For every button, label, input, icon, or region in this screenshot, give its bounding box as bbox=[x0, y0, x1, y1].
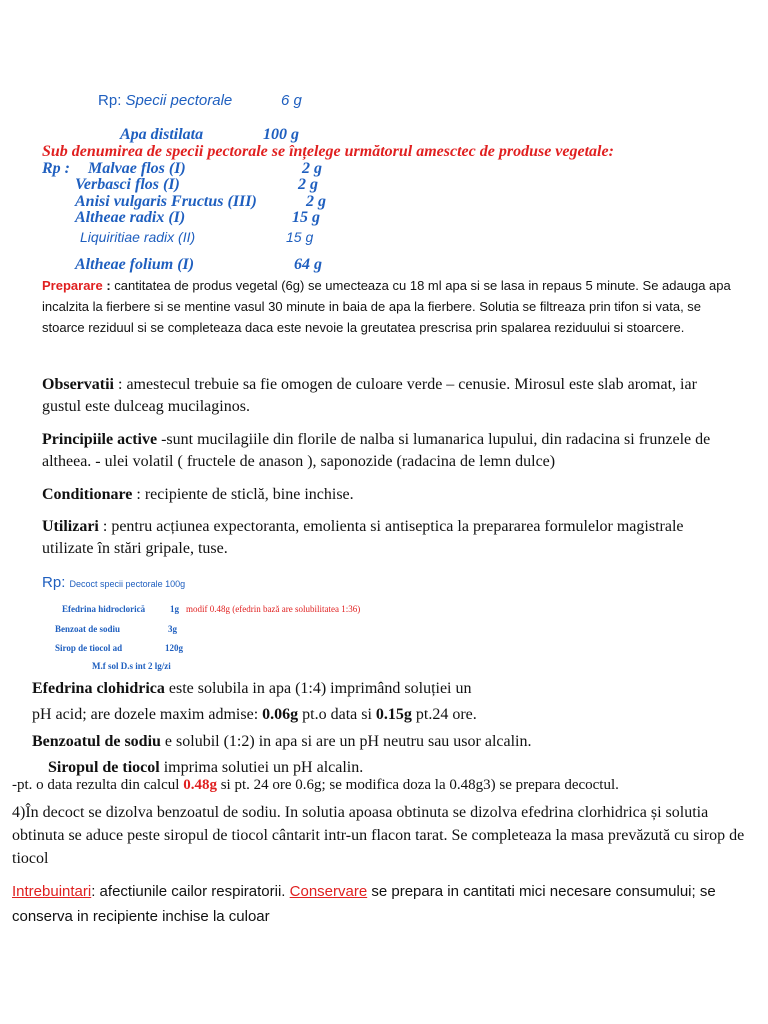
rp2-item-2-qty: 2 g bbox=[298, 176, 318, 193]
rp3-line-1-qty: 1g bbox=[170, 604, 179, 614]
sirop-text: imprima solutiei un pH alcalin. bbox=[159, 759, 364, 776]
note-pt-line bbox=[12, 777, 619, 794]
note-pt-a: -pt. o data rezulta din calcul bbox=[12, 777, 184, 793]
rp3-mf: M.f sol D.s int 2 lg/zi bbox=[92, 661, 171, 671]
rp3-line-2-qty: 3g bbox=[168, 624, 177, 634]
utilizari-label: Utilizari bbox=[42, 518, 99, 535]
rp3-colon: : bbox=[61, 574, 66, 591]
intrebuintari-label: Intrebuintari bbox=[12, 883, 92, 900]
rp3-line-1-note: modif 0.48g (efedrin bază are solubilitatea 1:36) bbox=[186, 604, 361, 614]
conservare-label: Conservare bbox=[289, 883, 368, 900]
rp3-label: Rp bbox=[42, 574, 62, 591]
preparare-sep: : bbox=[102, 278, 115, 293]
red-heading: Sub denumirea de specii pectorale se înțelege următorul amesctec de produse vegetale: bbox=[42, 143, 614, 160]
note-pt-b: si pt. 24 ore 0.6g; se modifica doza la 0.48g3) se prepara decoctul. bbox=[216, 777, 619, 793]
efedrina-text-2c: pt.24 ore. bbox=[411, 706, 477, 723]
principii-text: -sunt mucilagiile din florile de nalba si lumanarica lupului, din radacina si frunzele de altheea. - ulei volatil ( fructele de anason ), saponozide (radacina de lemn dulce) bbox=[42, 431, 711, 470]
rp1-species-qty: 6 g bbox=[281, 92, 302, 109]
conditionare-paragraph bbox=[42, 484, 732, 506]
utilizari-text: : pentru acțiunea expectoranta, emolienta si antiseptica la prepararea formulelor magistrale utilizate în stări gripale, tuse. bbox=[42, 518, 684, 557]
efedrina-text-1: este solubila in apa (1:4) imprimând soluției un bbox=[164, 680, 472, 697]
rp3-line bbox=[42, 574, 185, 591]
benzoat-line bbox=[32, 733, 532, 751]
rp2-item-5-qty: 15 g bbox=[286, 229, 314, 245]
rp1-water: Apa distilata bbox=[120, 126, 204, 143]
rp2-item-6-qty: 64 g bbox=[294, 256, 322, 273]
rp3-line-2: Benzoat de sodiu bbox=[55, 624, 121, 634]
preparare-label: Preparare bbox=[42, 278, 103, 293]
preparare-text: cantitatea de produs vegetal (6g) se umecteaza cu 18 ml apa si se lasa in repaus 5 minute. Se adauga apa incalzita la fierbere si se mentine vasul 30 minute in baia de apa la fierbere. Solutia se filtreaza prin tifon si vata, se stoarce reziduul si se completeaza daca este nevoie la greutatea prescrisa prin spalarea reziduului si stoarcere. bbox=[42, 278, 731, 335]
rp2-item-3: Anisi vulgaris Fructus (III) bbox=[75, 193, 257, 210]
efedrina-label: Efedrina clohidrica bbox=[32, 680, 165, 697]
conditionare-label: Conditionare bbox=[42, 486, 133, 503]
rp2-item-6: Altheae folium (I) bbox=[75, 256, 195, 273]
rp3-title: Decoct specii pectorale 100g bbox=[69, 579, 186, 589]
efedrina-dose-2: 0.15g bbox=[375, 706, 412, 723]
rp2-item-1-qty: 2 g bbox=[302, 160, 322, 177]
rp2-prefix: Rp : bbox=[42, 160, 70, 177]
intrebuintari-text-2: se prepara in cantitati mici necesare consumului; se conserva in recipiente inchise la culoar bbox=[12, 883, 716, 925]
rp1-species: Specii pectorale bbox=[125, 92, 233, 109]
efedrina-text-2b: pt.o data si bbox=[298, 706, 376, 723]
decoct-paragraph bbox=[12, 801, 748, 870]
preparare-paragraph bbox=[42, 275, 732, 338]
observatii-label: Observatii bbox=[42, 376, 114, 393]
rp2-item-2: Verbasci flos (I) bbox=[75, 176, 180, 193]
decoct-text: 4)În decoct se dizolva benzoatul de sodiu. In solutia apoasa obtinuta se dizolva efedrina clorhidrica și solutia obtinuta se aduce peste siropul de tiocol cântarit intr-un flacon tarat. Se completeaza la masa prevăzută cu sirop de tiocol bbox=[12, 804, 745, 867]
rp2-item-4: Altheae radix (I) bbox=[75, 209, 186, 226]
intrebuintari-paragraph bbox=[12, 879, 742, 929]
note-pt-red: 0.48g bbox=[183, 777, 217, 793]
rp2-item-3-qty: 2 g bbox=[306, 193, 326, 210]
rp1-colon: : bbox=[117, 92, 122, 109]
intrebuintari-text-1: : afectiunile cailor respiratorii. bbox=[91, 883, 290, 900]
utilizari-paragraph bbox=[42, 516, 722, 560]
rp1-water-qty: 100 g bbox=[263, 126, 299, 143]
efedrina-dose-1: 0.06g bbox=[262, 706, 299, 723]
rp1-label: Rp bbox=[98, 92, 118, 109]
rp2-item-5: Liquiritiae radix (II) bbox=[80, 229, 196, 245]
rp3-line-1: Efedrina hidroclorică bbox=[62, 604, 146, 614]
benzoat-label: Benzoatul de sodiu bbox=[32, 733, 161, 750]
conditionare-text: : recipiente de sticlă, bine inchise. bbox=[132, 486, 354, 503]
benzoat-text: e solubil (1:2) in apa si are un pH neutru sau usor alcalin. bbox=[160, 733, 532, 750]
observatii-text: : amestecul trebuie sa fie omogen de culoare verde – cenusie. Mirosul este slab aromat, iar gustul este dulceag mucilaginos. bbox=[42, 376, 697, 415]
efedrina-line-2 bbox=[32, 706, 477, 724]
rp1-line bbox=[98, 92, 302, 109]
sirop-label: Siropul de tiocol bbox=[48, 759, 160, 776]
rp2-item-4-qty: 15 g bbox=[292, 209, 320, 226]
observatii-paragraph bbox=[42, 374, 732, 418]
efedrina-line-1 bbox=[32, 680, 472, 698]
principii-paragraph bbox=[42, 429, 732, 473]
rp2-item-1: Malvae flos (I) bbox=[88, 160, 186, 177]
efedrina-text-2a: pH acid; are dozele maxim admise: bbox=[32, 706, 263, 723]
principii-label: Principiile active bbox=[42, 431, 158, 448]
rp3-line-3: Sirop de tiocol ad bbox=[55, 643, 123, 653]
rp3-line-3-qty: 120g bbox=[165, 643, 183, 653]
sirop-line bbox=[48, 759, 363, 777]
